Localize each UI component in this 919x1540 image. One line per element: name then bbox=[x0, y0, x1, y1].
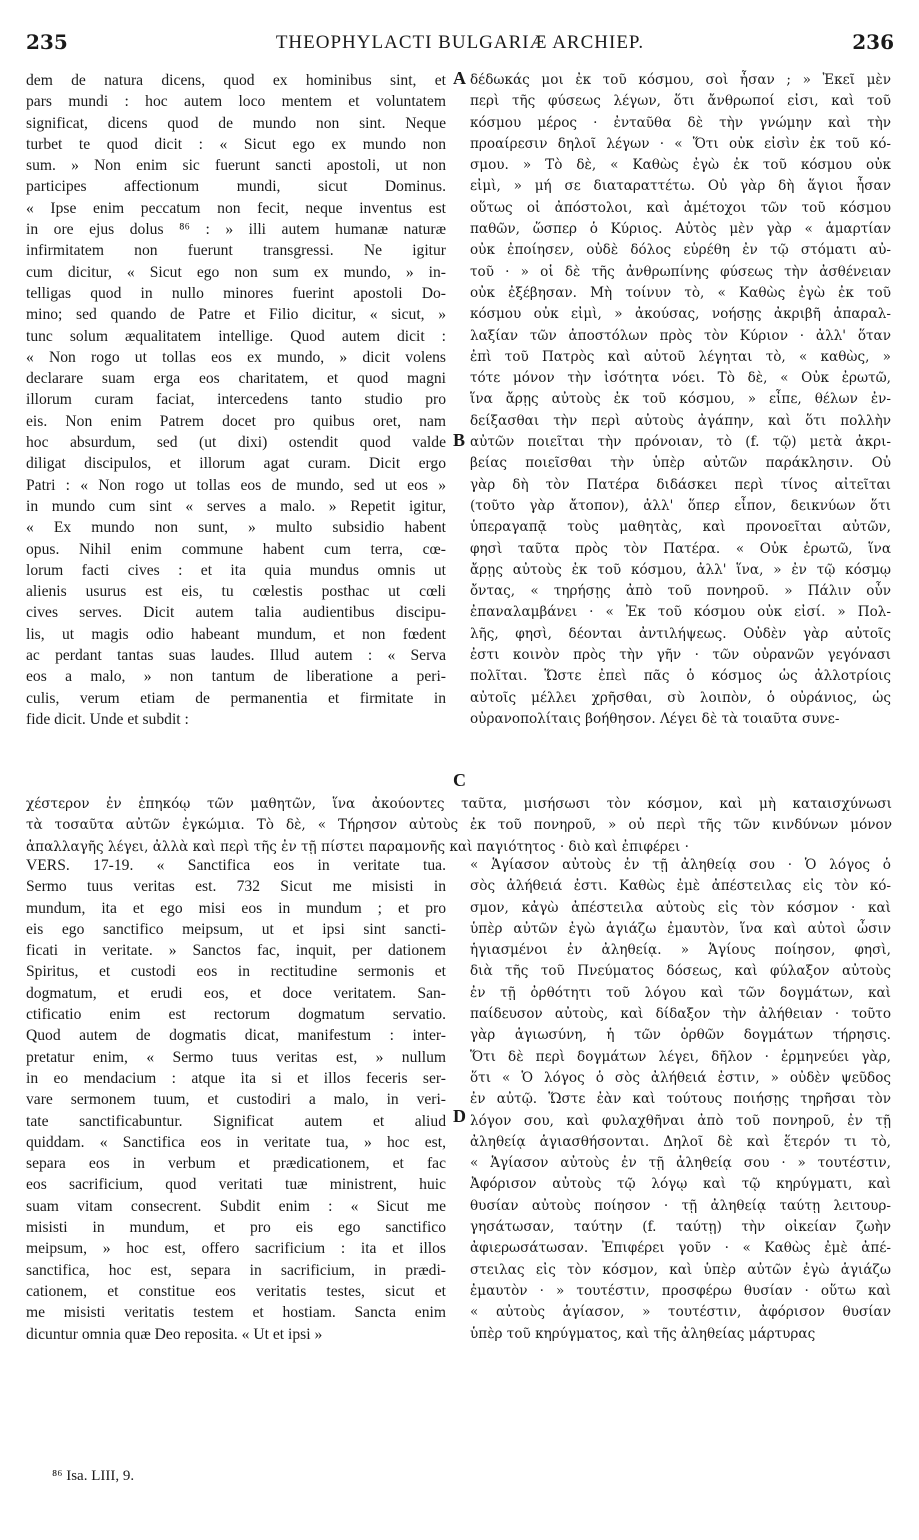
text-line: Quod autem de dogmatis dicat, manifestum : inter- bbox=[26, 1027, 446, 1045]
text-line: eis ego sanctifico meipsum, ut et ipsi sint sancti- bbox=[26, 920, 446, 938]
text-line: pretatur enim, « Sermo tuus veritas est, » nullum bbox=[26, 1048, 446, 1066]
text-line: ἐπαναλαμβάνει · « Ἐκ τοῦ κόσμου οὐκ εἰσί. » Πολ- bbox=[470, 604, 891, 621]
text-line: opus. Nihil enim commune habent cum terra, cœ- bbox=[26, 540, 446, 558]
text-line: diligat discipulos, et illorum agat curam. Dicit ergo bbox=[26, 455, 446, 473]
text-line: προαίρεσιν δηλοῖ λέγων · « Ὅτι οὐκ εἰσὶν ἐκ τοῦ κό- bbox=[470, 135, 891, 152]
text-line: ἄρῃς αὐτοὺς ἐκ τοῦ κόσμου, ἀλλ' ἵνα, » ἐν τῷ κόσμῳ bbox=[470, 561, 891, 578]
text-line: pars mundi : hoc autem loco mentem et voluntatem bbox=[26, 93, 446, 111]
text-line: misisti in mundum, et pro eis ego sanctifico bbox=[26, 1219, 446, 1237]
text-line: dogmatum, et erudi eos, et doce veritatem. San- bbox=[26, 984, 446, 1002]
latin-column-bottom bbox=[26, 855, 446, 1345]
text-line: ἀληθείᾳ ἁγιασθήσονται. Δηλοῖ δὲ καὶ ἕτερόν τι τὸ, bbox=[470, 1133, 891, 1150]
text-line: eos a malo, » non tantum de liberatione a peri- bbox=[26, 668, 446, 686]
running-title: THEOPHYLACTI BULGARIÆ ARCHIEP. bbox=[275, 32, 645, 53]
text-line: hoc absurdum, sed (ut dixi) ostendit quod valde bbox=[26, 434, 446, 452]
text-line: cives serves. Dicit autem talia audientibus discipu- bbox=[26, 604, 446, 622]
text-line: ἀπαλλαγῆς λέγει, ἀλλὰ καὶ περὶ τῆς ἐν τῇ πίστει παραμονῆς καὶ παγιότητος · διὸ καὶ ἐπιφέρει · bbox=[26, 838, 689, 855]
text-line: culis, verum etiam de permanentia et firmitate in bbox=[26, 689, 446, 707]
text-line: λόγον σου, καὶ φυλαχθῆναι ἀπὸ τοῦ πονηροῦ, ἐν τῇ bbox=[470, 1112, 891, 1129]
text-line: tate sanctificabuntur. Significat autem et aliud bbox=[26, 1112, 446, 1130]
text-line: participes affectionum mundi, sicut Dominus. bbox=[26, 178, 446, 196]
text-line: VERS. 17-19. « Sanctifica eos in veritate tua. bbox=[26, 857, 446, 874]
text-line: turbet te quod dicit : « Sicut ego ex mundo non bbox=[26, 135, 446, 153]
text-line: οὕτως οἱ ἀπόστολοι, καὶ ἀμέτοχοι τῶν τοῦ κόσμου bbox=[470, 199, 891, 216]
text-line: ἐμαυτὸν · » τουτέστιν, προσφέρω θυσίαν · οὕτω καὶ bbox=[470, 1282, 891, 1299]
text-line: Ὅτι δὲ περὶ δογμάτων λέγει, δῆλον · ἑρμηνεύει γὰρ, bbox=[470, 1048, 891, 1065]
text-line: λαξίαν τῶν ἀποστόλων πρὸς τὸν Κύριον · ἀλλ' ὅταν bbox=[470, 327, 891, 344]
margin-marker-c: C bbox=[453, 770, 466, 790]
text-line: sum. » Non enim sic fuerunt sancti apostoli, ut non bbox=[26, 157, 446, 175]
text-line: ὑπὲρ τοῦ κηρύγματος, καὶ τῆς ἀληθείας μάρτυρας bbox=[470, 1325, 816, 1342]
text-line: σμον, κἀγὼ ἀπέστειλα αὐτοὺς εἰς τὸν κόσμον · καὶ bbox=[470, 899, 891, 916]
text-line: ἡγιασμένοι ἐν ἀληθείᾳ. » Ἁγίους ποίησον, φησὶ, bbox=[470, 942, 891, 959]
text-line: λῆς, φησὶ, δέονται ἀντιλήψεως. Οὐδὲν γὰρ αὐτοῖς bbox=[470, 625, 891, 642]
text-line: γησάτωσαν, ταύτην (f. ταύτῃ) τὴν οἰκείαν ζωὴν bbox=[470, 1219, 891, 1236]
text-line: παίδευσον αὐτοὺς, καὶ δίδαξον τὴν ἀλήθειαν · τοῦτο bbox=[470, 1006, 891, 1023]
text-line: περὶ τῆς φύσεως λέγων, ὅτι ἄνθρωποί εἰσι, καὶ τοῦ bbox=[470, 93, 891, 110]
text-line: Patri : « Non rogo ut tollas eos de mundo, sed ut eos » bbox=[26, 476, 446, 494]
text-line: ὑπεραγαπᾷ τοὺς μαθητὰς, καὶ προνοεῖται αὐτῶν, bbox=[470, 519, 891, 536]
text-line: φησὶ ταῦτα πρὸς τὸν Πατέρα. « Οὐκ ἐρωτῶ, ἵνα bbox=[470, 540, 891, 557]
text-line: infirmitatem non fuerunt transgressi. Ne igitur bbox=[26, 242, 446, 260]
text-line: « Ἁγίασον αὐτοὺς ἐν τῇ ἀληθείᾳ σου · Ὁ λόγος ὁ bbox=[470, 857, 891, 873]
text-line: meipsum, » hoc est, offero sacrificium : ita et illos bbox=[26, 1240, 446, 1258]
text-line: εἰμὶ, » μή σε διαταραττέτω. Οὐ γὰρ δὴ ἅγιοι ἦσαν bbox=[470, 178, 891, 195]
text-line: eis. Non enim Patrem docet pro quibus oret, nam bbox=[26, 412, 446, 430]
text-line: lis, ut magis odio habeant mundum, et non fœdent bbox=[26, 625, 446, 643]
margin-marker-b: B bbox=[453, 430, 466, 450]
text-line: « Ipse enim peccatum non fecit, neque inventus est bbox=[26, 199, 446, 217]
text-line: dem de natura dicens, quod ex hominibus sint, et bbox=[26, 72, 446, 89]
text-line: αὐτῶν ποιεῖται τὴν πρόνοιαν, τὸ (f. τῷ) μετὰ ἀκρι- bbox=[470, 434, 891, 451]
text-line: « αὐτοὺς ἁγίασον, » τουτέστιν, ἀφόρισον θυσίαν bbox=[470, 1304, 891, 1321]
text-line: eos sacrificium, quod veritati tuæ ministrent, huic bbox=[26, 1176, 446, 1194]
margin-marker-d: D bbox=[453, 1106, 466, 1126]
text-line: cum dicitur, « Sicut ego non sum ex mundo, » in- bbox=[26, 263, 446, 281]
text-line: in ore ejus dolus ⁸⁶ : » illi autem humanæ naturæ bbox=[26, 221, 446, 239]
text-line: οὐκ ἐξέβησαν. Μὴ τοίνυν τὸ, « Καθὼς ἐγὼ ἐκ τοῦ bbox=[470, 284, 891, 301]
text-line: πολῖται. Ὥστε ἐπεὶ πᾶς ὁ κόσμος ὡς ἀλλοτρίοις bbox=[470, 668, 891, 685]
text-line: στειλας εἰς τὸν κόσμον, καὶ ὑπὲρ αὐτῶν ἐγὼ ἁγιάζω bbox=[470, 1261, 891, 1278]
text-line: ctificatio enim est rectorum dogmatum servatio. bbox=[26, 1006, 446, 1024]
text-line: γὰρ δὴ τὸν Πατέρα διδάσκει περὶ τίνος αἰτεῖται bbox=[470, 476, 891, 493]
text-line: θυσίαν αὐτοὺς ποίησον · τῇ ἀληθείᾳ ταύτῃ λειτουρ- bbox=[470, 1197, 891, 1214]
text-line: mino; sed quando de Patre et Filio dicitur, « sicut, » bbox=[26, 306, 446, 324]
text-line: « Non rogo ut tollas eos ex mundo, » dicit volens bbox=[26, 348, 446, 366]
text-line: οὐρανοπολίταις βοήθησον. Λέγει δὲ τὰ τοιαῦτα συνε- bbox=[470, 710, 840, 727]
text-line: sanctifica, hoc est, separa in sacrificium, in prædi- bbox=[26, 1261, 446, 1279]
text-line: γὰρ ἁγιωσύνη, ἡ τῶν ὀρθῶν δογμάτων τήρησις. bbox=[470, 1027, 891, 1044]
text-line: αὐτοῖς μέλλει χρῆσθαι, σὺ λοιπὸν, ὁ οὐράνιος, ὡς bbox=[470, 689, 891, 706]
text-line: σμου. » Τὸ δὲ, « Καθὼς ἐγὼ ἐκ τοῦ κόσμου οὐκ bbox=[470, 157, 891, 174]
text-line: ὅτι « Ὁ λόγος ὁ σὸς ἀλήθειά ἐστιν, » οὐδὲν ψεῦδος bbox=[470, 1069, 891, 1086]
text-line: dicuntur omnia quæ Deo reposita. « Ut et ipsi » bbox=[26, 1325, 323, 1343]
text-line: alienis usurus est eis, tu cœlestis posthac ut cœli bbox=[26, 583, 446, 601]
text-line: τὰ τοσαῦτα αὐτῶν ἐγκώμια. Τὸ δὲ, « Τήρησον αὐτοὺς ἐκ τοῦ πονηροῦ, » οὐ περὶ τῆς τῶν κινδύνων μόνον bbox=[26, 817, 892, 834]
text-line: ἐπὶ τοῦ Πατρὸς καὶ αὐτοῦ λέγηται τὸ, « καθὼς, » bbox=[470, 348, 891, 365]
text-line: in eo mendacium : atque ita si et illos feceris ser- bbox=[26, 1069, 446, 1087]
text-line: ἀφιερωσάτωσαν. Ἐπιφέρει γοῦν · « Καθὼς ἐμὲ ἀπέ- bbox=[470, 1240, 891, 1257]
text-line: vare sermonem tuum, et custodiri a malo, in veri- bbox=[26, 1091, 446, 1109]
text-line: βείας ποιεῖσθαι τὴν ὑπὲρ αὐτῶν παράκλησιν. Οὐ bbox=[470, 455, 891, 472]
text-line: in mundo cum sint « serves a malo. » Repetit igitur, bbox=[26, 497, 446, 515]
text-line: ἐν τῇ ὀρθότητι τοῦ λόγου καὶ τῶν δογμάτων, καὶ bbox=[470, 984, 891, 1001]
text-line: τοῦ · » οἱ δὲ τῆς ἀνθρωπίνης φύσεως τὴν ἀσθένειαν bbox=[470, 263, 891, 280]
latin-column-top bbox=[26, 70, 446, 730]
text-line: mundum, ita et ego misi eos in mundum ; et pro bbox=[26, 899, 446, 917]
text-line: κόσμου μέρος · ἐνταῦθα δὲ τὴν γνώμην καὶ τὴν bbox=[470, 114, 891, 131]
text-line: separa eos in verbum et prædicationem, et fac bbox=[26, 1155, 446, 1173]
text-line: κόσμου οὐκ εἰμὶ, » ἀκούσας, νοήσῃς ἀκριβῆ ἀπαραλ- bbox=[470, 306, 891, 323]
text-line: οὐκ ἐποίησεν, οὐδὲ δόλος εὑρέθη ἐν τῷ στόματι αὐ- bbox=[470, 242, 891, 259]
text-line: Spiritus, et custodi eos in rectitudine sermonis et bbox=[26, 963, 446, 981]
text-line: (τοῦτο γὰρ ἄτοπον), ἀλλ' ὅπερ εἶπον, δεικνύων ὅτι bbox=[470, 497, 891, 514]
running-header bbox=[26, 30, 894, 64]
text-line: declarare suam erga eos charitatem, et quod magni bbox=[26, 370, 446, 388]
left-page-number: 235 bbox=[26, 30, 68, 54]
text-line: « Ἁγίασον αὐτοὺς ἐν τῇ ἀληθείᾳ σου · » τουτέστιν, bbox=[470, 1155, 891, 1172]
text-line: fide dicit. Unde et subdit : bbox=[26, 710, 189, 728]
text-line: illorum curam faciat, intercedens tanto studio pro bbox=[26, 391, 446, 409]
greek-column-top bbox=[470, 70, 891, 730]
text-line: δείξασθαι τὴν περὶ αὐτοὺς ἀγάπην, καὶ ὅτι πολλὴν bbox=[470, 412, 891, 429]
text-line: ὄντας, « τηρήσῃς ἀπὸ τοῦ πονηροῦ. » Πάλιν οὖν bbox=[470, 583, 891, 600]
text-line: δέδωκάς μοι ἐκ τοῦ κόσμου, σοὶ ἦσαν ; » Ἐκεῖ μὲν bbox=[470, 72, 891, 88]
text-line: ficati in veritate. » Sanctos fac, inquit, per dationem bbox=[26, 942, 446, 960]
text-line: διὰ τῆς τοῦ Πνεύματος δόσεως, καὶ φύλαξον αὐτοὺς bbox=[470, 963, 891, 980]
text-line: Sermo tuus veritas est. 732 Sicut me misisti in bbox=[26, 878, 446, 896]
text-line: ὑπὲρ αὐτῶν ἐγὼ ἁγιάζω ἐμαυτὸν, ἵνα καὶ αὐτοὶ ὦσιν bbox=[470, 920, 891, 937]
text-line: telligas quod in nullo minores fuerint apostoli Do- bbox=[26, 284, 446, 302]
text-line: ἵνα ἄρῃς αὐτοὺς ἐκ τοῦ κόσμου, » εἶπε, θέλων ἐν- bbox=[470, 391, 891, 408]
text-line: significat, dicens quod de mundo non sint. Neque bbox=[26, 114, 446, 132]
right-page-number: 236 bbox=[852, 30, 894, 54]
text-line: « Ex mundo non sunt, » multo subsidio habent bbox=[26, 519, 446, 537]
text-line: cationem, et constitue eos veritatis testes, sicut et bbox=[26, 1282, 446, 1300]
greek-full-width-passage bbox=[26, 794, 892, 858]
text-line: τότε μόνον τὴν ἰσότητα νόει. Τὸ δὲ, « Οὐκ ἐρωτῶ, bbox=[470, 370, 891, 387]
text-line: ἐστι κοινὸν πρὸς τὴν γῆν · τῶν οὐρανῶν γεγόνασι bbox=[470, 647, 891, 664]
text-line: suam vitam consecrent. Subdit enim : « Sicut me bbox=[26, 1197, 446, 1215]
text-line: quiddam. « Sanctifica eos in veritate tua, » hoc est, bbox=[26, 1133, 446, 1151]
text-line: Ἀφόρισον αὐτοὺς τῷ λόγῳ καὶ τῷ κηρύγματι, καὶ bbox=[470, 1176, 891, 1193]
text-line: παθῶν, ὥσπερ ὁ Κύριος. Αὐτὸς μὲν γὰρ « ἁμαρτίαν bbox=[470, 221, 891, 238]
text-line: σὸς ἀλήθειά ἐστι. Καθὼς ἐμὲ ἀπέστειλας εἰς τὸν κό- bbox=[470, 878, 891, 895]
text-line: lorum facti cives : et ita quia mundus omnis ut bbox=[26, 561, 446, 579]
text-line: me misisti veritatis testem et hostiam. Sancta enim bbox=[26, 1304, 446, 1322]
margin-marker-a: A bbox=[453, 68, 466, 88]
text-line: ἐν αὐτῷ. Ὥστε ἐὰν καὶ τούτους ποιήσῃς τηρῆσαι τὸν bbox=[470, 1091, 891, 1108]
text-line: χέστερον ἐν ἐπηκόῳ τῶν μαθητῶν, ἵνα ἀκούοντες ταῦτα, μισήσωσι τὸν κόσμον, καὶ μὴ καταισχύνωσι bbox=[26, 796, 892, 812]
text-line: ac perdant tantas suas laudes. Illud autem : « Serva bbox=[26, 647, 446, 665]
footnote: ⁸⁶ Isa. LIII, 9. bbox=[52, 1468, 135, 1484]
greek-column-bottom bbox=[470, 855, 891, 1345]
text-line: tunc solum æqualitatem intellige. Quod autem dicit : bbox=[26, 327, 446, 345]
